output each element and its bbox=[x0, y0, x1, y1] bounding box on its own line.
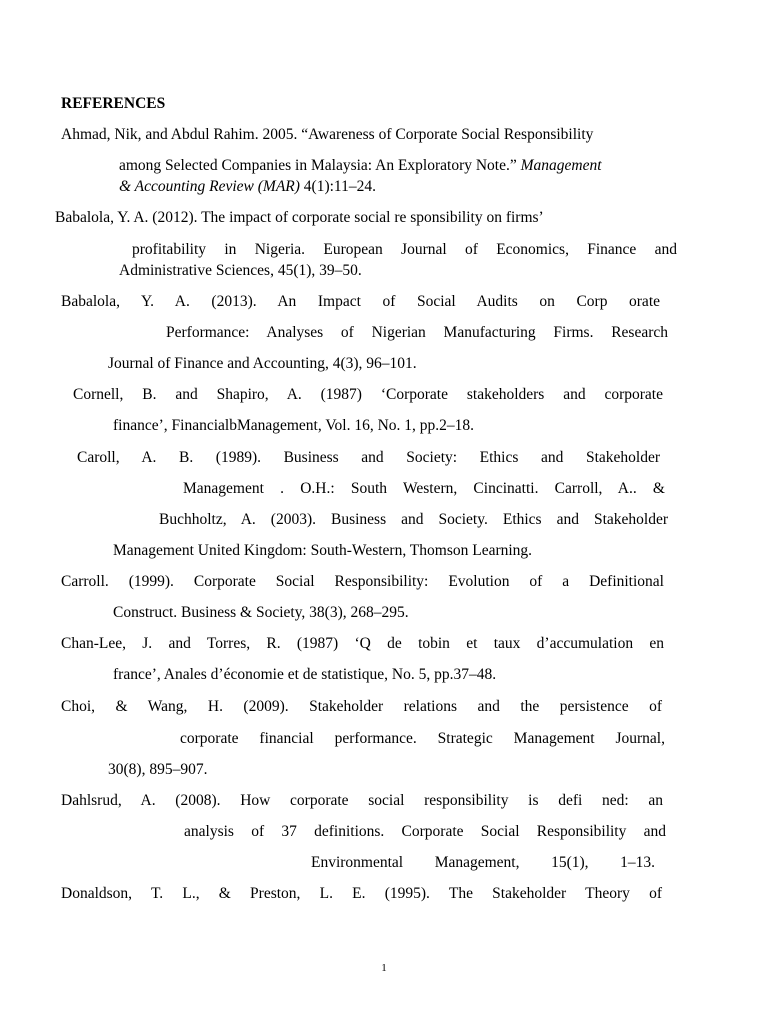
reference-line: Journal of Finance and Accounting, 4(3), 96–101. bbox=[108, 355, 417, 372]
reference-line: 30(8), 895–907. bbox=[108, 761, 208, 778]
reference-line: Ahmad, Nik, and Abdul Rahim. 2005. “Awareness of Corporate Social Responsibility bbox=[61, 126, 594, 143]
reference-line: Babalola, Y. A. (2013). An Impact of Social Audits on Corp orate bbox=[61, 293, 660, 310]
reference-line: analysis of 37 definitions. Corporate Social Responsibility and bbox=[184, 823, 666, 840]
reference-line: france’, Anales d’économie et de statistique, No. 5, pp.37–48. bbox=[113, 666, 497, 683]
journal-title: & Accounting Review (MAR) bbox=[119, 178, 300, 195]
reference-line: corporate financial performance. Strategic Management Journal, bbox=[180, 730, 665, 747]
reference-line: Administrative Sciences, 45(1), 39–50. bbox=[119, 262, 362, 279]
references-heading: REFERENCES bbox=[61, 95, 166, 112]
reference-line: Chan-Lee, J. and Torres, R. (1987) ‘Q de tobin et taux d’accumulation en bbox=[61, 635, 664, 652]
page-number: 1 bbox=[381, 962, 387, 974]
reference-line bbox=[119, 177, 376, 197]
reference-line: Management United Kingdom: South-Western, Thomson Learning. bbox=[113, 542, 533, 559]
reference-line: Construct. Business & Society, 38(3), 268–295. bbox=[113, 604, 409, 621]
reference-line: Environmental Management, 15(1), 1–13. bbox=[311, 854, 655, 871]
reference-line: Babalola, Y. A. (2012). The impact of corporate social re sponsibility on firms’ bbox=[55, 209, 544, 226]
reference-line bbox=[119, 156, 602, 176]
reference-line: Dahlsrud, A. (2008). How corporate social responsibility is defi ned: an bbox=[61, 792, 663, 809]
reference-line-text: 4(1):11–24. bbox=[303, 178, 376, 195]
reference-line: Caroll, A. B. (1989). Business and Society: Ethics and Stakeholder bbox=[77, 449, 660, 466]
journal-title: Management bbox=[520, 157, 602, 174]
reference-line: Management . O.H.: South Western, Cincinatti. Carroll, A.. & bbox=[183, 480, 665, 497]
reference-line: Buchholtz, A. (2003). Business and Society. Ethics and Stakeholder bbox=[159, 511, 668, 528]
reference-line: Donaldson, T. L., & Preston, L. E. (1995). The Stakeholder Theory of bbox=[61, 885, 662, 902]
reference-line: Cornell, B. and Shapiro, A. (1987) ‘Corporate stakeholders and corporate bbox=[73, 386, 663, 403]
reference-line: Performance: Analyses of Nigerian Manufacturing Firms. Research bbox=[166, 324, 668, 341]
reference-line: profitability in Nigeria. European Journal of Economics, Finance and bbox=[132, 241, 677, 258]
reference-line: Choi, & Wang, H. (2009). Stakeholder relations and the persistence of bbox=[61, 698, 662, 715]
reference-line: finance’, FinancialbManagement, Vol. 16, No. 1, pp.2–18. bbox=[113, 417, 475, 434]
reference-line-text: among Selected Companies in Malaysia: An Exploratory Note.” bbox=[119, 157, 517, 174]
reference-line: Carroll. (1999). Corporate Social Responsibility: Evolution of a Definitional bbox=[61, 573, 664, 590]
